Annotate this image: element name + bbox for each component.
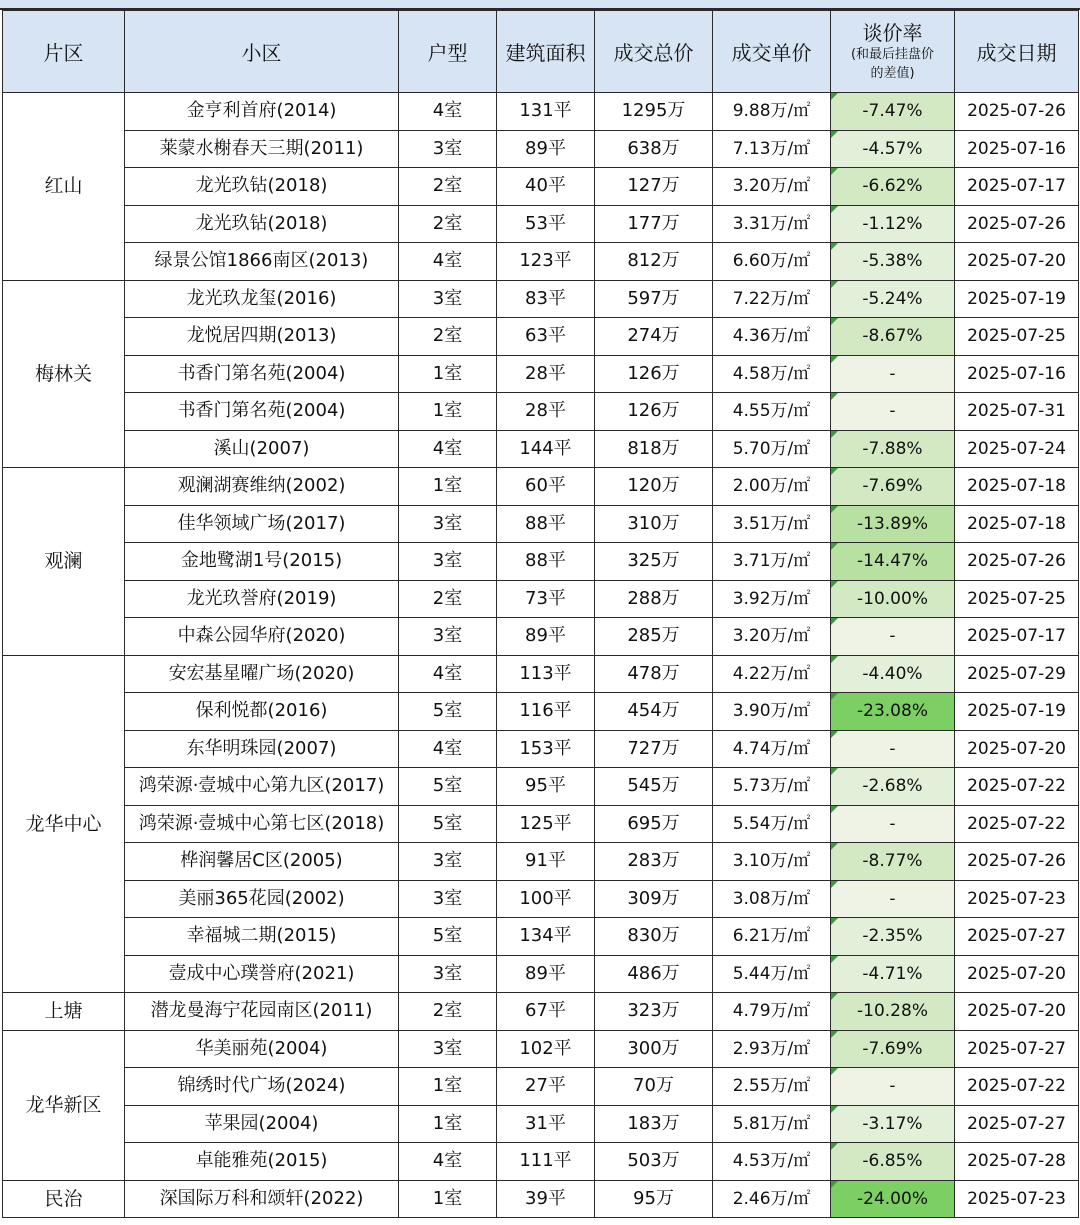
area-cell: 131平 <box>497 93 595 131</box>
unit-price-cell: 3.20万/㎡ <box>713 618 831 656</box>
area-cell: 123平 <box>497 243 595 281</box>
deal-date-cell: 2025-07-18 <box>955 468 1079 506</box>
table-row <box>3 205 1079 243</box>
discount-rate-cell: - <box>831 618 955 656</box>
discount-rate-note-line1: (和最后挂盘价 <box>850 46 935 62</box>
table-row <box>3 918 1079 956</box>
discount-rate-cell: -23.08% <box>831 693 955 731</box>
layout-cell: 5室 <box>399 768 497 806</box>
unit-price-cell: 4.22万/㎡ <box>713 655 831 693</box>
table-row <box>3 843 1079 881</box>
discount-rate-cell: -4.40% <box>831 655 955 693</box>
table-row <box>3 655 1079 693</box>
area-cell: 116平 <box>497 693 595 731</box>
col-header-total-price: 成交总价 <box>595 11 713 93</box>
district-cell: 龙华中心 <box>3 655 125 993</box>
layout-cell: 1室 <box>399 355 497 393</box>
layout-cell: 4室 <box>399 655 497 693</box>
unit-price-cell: 4.79万/㎡ <box>713 993 831 1031</box>
deal-date-cell: 2025-07-26 <box>955 93 1079 131</box>
total-price-cell: 126万 <box>595 355 713 393</box>
area-cell: 27平 <box>497 1068 595 1106</box>
deal-date-cell: 2025-07-27 <box>955 1105 1079 1143</box>
discount-rate-cell: -7.69% <box>831 1030 955 1068</box>
unit-price-cell: 2.93万/㎡ <box>713 1030 831 1068</box>
community-cell: 中森公园华府(2020) <box>125 618 399 656</box>
discount-rate-cell: -5.24% <box>831 280 955 318</box>
unit-price-cell: 4.55万/㎡ <box>713 393 831 431</box>
deal-date-cell: 2025-07-20 <box>955 955 1079 993</box>
table-row <box>3 505 1079 543</box>
community-cell: 桦润馨居C区(2005) <box>125 843 399 881</box>
community-cell: 金地鹭湖1号(2015) <box>125 543 399 581</box>
community-cell: 保利悦都(2016) <box>125 693 399 731</box>
unit-price-cell: 3.31万/㎡ <box>713 205 831 243</box>
area-cell: 63平 <box>497 318 595 356</box>
deal-date-cell: 2025-07-23 <box>955 1180 1079 1218</box>
table-row <box>3 430 1079 468</box>
total-price-cell: 727万 <box>595 730 713 768</box>
layout-cell: 4室 <box>399 93 497 131</box>
discount-rate-cell: -6.85% <box>831 1143 955 1181</box>
unit-price-cell: 4.53万/㎡ <box>713 1143 831 1181</box>
deal-date-cell: 2025-07-28 <box>955 1143 1079 1181</box>
layout-cell: 5室 <box>399 805 497 843</box>
layout-cell: 1室 <box>399 468 497 506</box>
table-body <box>3 93 1079 1218</box>
area-cell: 95平 <box>497 768 595 806</box>
area-cell: 113平 <box>497 655 595 693</box>
community-cell: 潜龙曼海宁花园南区(2011) <box>125 993 399 1031</box>
layout-cell: 2室 <box>399 205 497 243</box>
layout-cell: 3室 <box>399 1030 497 1068</box>
layout-cell: 4室 <box>399 730 497 768</box>
deal-date-cell: 2025-07-29 <box>955 655 1079 693</box>
unit-price-cell: 3.51万/㎡ <box>713 505 831 543</box>
col-header-discount-rate <box>831 11 955 93</box>
total-price-cell: 177万 <box>595 205 713 243</box>
total-price-cell: 285万 <box>595 618 713 656</box>
district-cell: 观澜 <box>3 468 125 656</box>
unit-price-cell: 5.70万/㎡ <box>713 430 831 468</box>
community-cell: 龙光玖龙玺(2016) <box>125 280 399 318</box>
unit-price-cell: 5.44万/㎡ <box>713 955 831 993</box>
area-cell: 39平 <box>497 1180 595 1218</box>
total-price-cell: 1295万 <box>595 93 713 131</box>
transactions-table <box>2 10 1079 1218</box>
discount-rate-cell: -2.68% <box>831 768 955 806</box>
area-cell: 28平 <box>497 393 595 431</box>
layout-cell: 2室 <box>399 580 497 618</box>
layout-cell: 3室 <box>399 280 497 318</box>
area-cell: 73平 <box>497 580 595 618</box>
community-cell: 壹成中心璞誉府(2021) <box>125 955 399 993</box>
community-cell: 安宏基星曜广场(2020) <box>125 655 399 693</box>
table-row <box>3 693 1079 731</box>
deal-date-cell: 2025-07-22 <box>955 805 1079 843</box>
deal-date-cell: 2025-07-22 <box>955 1068 1079 1106</box>
unit-price-cell: 5.73万/㎡ <box>713 768 831 806</box>
discount-rate-cell: -4.57% <box>831 130 955 168</box>
discount-rate-cell: -2.35% <box>831 918 955 956</box>
col-header-layout: 户型 <box>399 11 497 93</box>
layout-cell: 5室 <box>399 918 497 956</box>
area-cell: 88平 <box>497 543 595 581</box>
community-cell: 苹果园(2004) <box>125 1105 399 1143</box>
table-row <box>3 1143 1079 1181</box>
layout-cell: 1室 <box>399 393 497 431</box>
header-top-strip <box>0 0 1080 10</box>
area-cell: 53平 <box>497 205 595 243</box>
discount-rate-cell: - <box>831 805 955 843</box>
discount-rate-cell: - <box>831 880 955 918</box>
unit-price-cell: 3.20万/㎡ <box>713 168 831 206</box>
layout-cell: 1室 <box>399 1180 497 1218</box>
deal-date-cell: 2025-07-31 <box>955 393 1079 431</box>
area-cell: 83平 <box>497 280 595 318</box>
layout-cell: 3室 <box>399 880 497 918</box>
table-row <box>3 730 1079 768</box>
discount-rate-cell: -13.89% <box>831 505 955 543</box>
area-cell: 28平 <box>497 355 595 393</box>
community-cell: 金亨利首府(2014) <box>125 93 399 131</box>
deal-date-cell: 2025-07-20 <box>955 730 1079 768</box>
table-row <box>3 393 1079 431</box>
unit-price-cell: 3.10万/㎡ <box>713 843 831 881</box>
unit-price-cell: 4.74万/㎡ <box>713 730 831 768</box>
total-price-cell: 283万 <box>595 843 713 881</box>
header-row <box>3 11 1079 93</box>
unit-price-cell: 4.36万/㎡ <box>713 318 831 356</box>
discount-rate-cell: - <box>831 730 955 768</box>
deal-date-cell: 2025-07-26 <box>955 843 1079 881</box>
layout-cell: 4室 <box>399 243 497 281</box>
table-row <box>3 468 1079 506</box>
area-cell: 100平 <box>497 880 595 918</box>
deal-date-cell: 2025-07-17 <box>955 618 1079 656</box>
deal-date-cell: 2025-07-26 <box>955 205 1079 243</box>
deal-date-cell: 2025-07-16 <box>955 130 1079 168</box>
unit-price-cell: 7.13万/㎡ <box>713 130 831 168</box>
unit-price-cell: 2.46万/㎡ <box>713 1180 831 1218</box>
unit-price-cell: 2.00万/㎡ <box>713 468 831 506</box>
discount-rate-cell: -8.77% <box>831 843 955 881</box>
district-cell: 民治 <box>3 1180 125 1218</box>
unit-price-cell: 4.58万/㎡ <box>713 355 831 393</box>
table-row <box>3 543 1079 581</box>
area-cell: 153平 <box>497 730 595 768</box>
table-row <box>3 805 1079 843</box>
total-price-cell: 310万 <box>595 505 713 543</box>
unit-price-cell: 9.88万/㎡ <box>713 93 831 131</box>
discount-rate-cell: -7.88% <box>831 430 955 468</box>
total-price-cell: 183万 <box>595 1105 713 1143</box>
col-header-community: 小区 <box>125 11 399 93</box>
deal-date-cell: 2025-07-20 <box>955 243 1079 281</box>
community-cell: 龙光玖钻(2018) <box>125 205 399 243</box>
community-cell: 华美丽苑(2004) <box>125 1030 399 1068</box>
discount-rate-cell: -3.17% <box>831 1105 955 1143</box>
unit-price-cell: 6.60万/㎡ <box>713 243 831 281</box>
table-row <box>3 1105 1079 1143</box>
district-cell: 红山 <box>3 93 125 281</box>
total-price-cell: 95万 <box>595 1180 713 1218</box>
total-price-cell: 288万 <box>595 580 713 618</box>
table-row <box>3 768 1079 806</box>
unit-price-cell: 2.55万/㎡ <box>713 1068 831 1106</box>
total-price-cell: 695万 <box>595 805 713 843</box>
layout-cell: 4室 <box>399 430 497 468</box>
total-price-cell: 70万 <box>595 1068 713 1106</box>
layout-cell: 2室 <box>399 993 497 1031</box>
community-cell: 龙悦居四期(2013) <box>125 318 399 356</box>
total-price-cell: 597万 <box>595 280 713 318</box>
deal-date-cell: 2025-07-24 <box>955 430 1079 468</box>
total-price-cell: 486万 <box>595 955 713 993</box>
unit-price-cell: 3.71万/㎡ <box>713 543 831 581</box>
col-header-district: 片区 <box>3 11 125 93</box>
layout-cell: 2室 <box>399 168 497 206</box>
discount-rate-title: 谈价率 <box>862 20 923 45</box>
total-price-cell: 478万 <box>595 655 713 693</box>
community-cell: 鸿荣源·壹城中心第七区(2018) <box>125 805 399 843</box>
total-price-cell: 545万 <box>595 768 713 806</box>
area-cell: 67平 <box>497 993 595 1031</box>
deal-date-cell: 2025-07-22 <box>955 768 1079 806</box>
district-cell: 龙华新区 <box>3 1030 125 1180</box>
discount-rate-cell: -5.38% <box>831 243 955 281</box>
area-cell: 125平 <box>497 805 595 843</box>
community-cell: 绿景公馆1866南区(2013) <box>125 243 399 281</box>
deal-date-cell: 2025-07-25 <box>955 580 1079 618</box>
community-cell: 莱蒙水榭春天三期(2011) <box>125 130 399 168</box>
layout-cell: 3室 <box>399 618 497 656</box>
total-price-cell: 812万 <box>595 243 713 281</box>
district-cell: 上塘 <box>3 993 125 1031</box>
layout-cell: 5室 <box>399 693 497 731</box>
discount-rate-cell: -10.00% <box>831 580 955 618</box>
unit-price-cell: 5.81万/㎡ <box>713 1105 831 1143</box>
total-price-cell: 454万 <box>595 693 713 731</box>
community-cell: 龙光玖誉府(2019) <box>125 580 399 618</box>
area-cell: 40平 <box>497 168 595 206</box>
unit-price-cell: 3.90万/㎡ <box>713 693 831 731</box>
layout-cell: 2室 <box>399 318 497 356</box>
layout-cell: 3室 <box>399 543 497 581</box>
col-header-area: 建筑面积 <box>497 11 595 93</box>
deal-date-cell: 2025-07-27 <box>955 918 1079 956</box>
community-cell: 鸿荣源·壹城中心第九区(2017) <box>125 768 399 806</box>
community-cell: 佳华领域广场(2017) <box>125 505 399 543</box>
total-price-cell: 309万 <box>595 880 713 918</box>
table-row <box>3 1030 1079 1068</box>
unit-price-cell: 3.08万/㎡ <box>713 880 831 918</box>
table-row <box>3 618 1079 656</box>
area-cell: 89平 <box>497 618 595 656</box>
layout-cell: 3室 <box>399 505 497 543</box>
area-cell: 144平 <box>497 430 595 468</box>
community-cell: 书香门第名苑(2004) <box>125 393 399 431</box>
deal-date-cell: 2025-07-23 <box>955 880 1079 918</box>
deal-date-cell: 2025-07-17 <box>955 168 1079 206</box>
discount-rate-cell: -14.47% <box>831 543 955 581</box>
layout-cell: 3室 <box>399 955 497 993</box>
discount-rate-cell: -24.00% <box>831 1180 955 1218</box>
table-row <box>3 130 1079 168</box>
total-price-cell: 638万 <box>595 130 713 168</box>
area-cell: 89平 <box>497 955 595 993</box>
unit-price-cell: 6.21万/㎡ <box>713 918 831 956</box>
discount-rate-cell: -7.47% <box>831 93 955 131</box>
area-cell: 91平 <box>497 843 595 881</box>
table-row <box>3 1180 1079 1218</box>
table-row <box>3 280 1079 318</box>
unit-price-cell: 3.92万/㎡ <box>713 580 831 618</box>
community-cell: 深国际万科和颂轩(2022) <box>125 1180 399 1218</box>
layout-cell: 3室 <box>399 843 497 881</box>
discount-rate-note-line2: 的差值) <box>870 65 915 81</box>
community-cell: 幸福城二期(2015) <box>125 918 399 956</box>
table-row <box>3 168 1079 206</box>
unit-price-cell: 5.54万/㎡ <box>713 805 831 843</box>
district-cell: 梅林关 <box>3 280 125 468</box>
table-row <box>3 880 1079 918</box>
discount-rate-cell: -6.62% <box>831 168 955 206</box>
community-cell: 书香门第名苑(2004) <box>125 355 399 393</box>
total-price-cell: 300万 <box>595 1030 713 1068</box>
area-cell: 88平 <box>497 505 595 543</box>
discount-rate-cell: -7.69% <box>831 468 955 506</box>
unit-price-cell: 7.22万/㎡ <box>713 280 831 318</box>
community-cell: 锦绣时代广场(2024) <box>125 1068 399 1106</box>
deal-date-cell: 2025-07-18 <box>955 505 1079 543</box>
discount-rate-cell: -4.71% <box>831 955 955 993</box>
col-header-date: 成交日期 <box>955 11 1079 93</box>
discount-rate-cell: -8.67% <box>831 318 955 356</box>
community-cell: 溪山(2007) <box>125 430 399 468</box>
total-price-cell: 127万 <box>595 168 713 206</box>
area-cell: 102平 <box>497 1030 595 1068</box>
community-cell: 观澜湖赛维纳(2002) <box>125 468 399 506</box>
total-price-cell: 323万 <box>595 993 713 1031</box>
total-price-cell: 830万 <box>595 918 713 956</box>
community-cell: 美丽365花园(2002) <box>125 880 399 918</box>
total-price-cell: 274万 <box>595 318 713 356</box>
col-header-unit-price: 成交单价 <box>713 11 831 93</box>
table-row <box>3 93 1079 131</box>
community-cell: 卓能雅苑(2015) <box>125 1143 399 1181</box>
discount-rate-cell: -1.12% <box>831 205 955 243</box>
deal-date-cell: 2025-07-26 <box>955 543 1079 581</box>
layout-cell: 1室 <box>399 1105 497 1143</box>
deal-date-cell: 2025-07-25 <box>955 318 1079 356</box>
area-cell: 60平 <box>497 468 595 506</box>
community-cell: 东华明珠园(2007) <box>125 730 399 768</box>
table-row <box>3 993 1079 1031</box>
total-price-cell: 120万 <box>595 468 713 506</box>
discount-rate-cell: - <box>831 355 955 393</box>
discount-rate-cell: - <box>831 393 955 431</box>
deal-date-cell: 2025-07-16 <box>955 355 1079 393</box>
area-cell: 111平 <box>497 1143 595 1181</box>
community-cell: 龙光玖钻(2018) <box>125 168 399 206</box>
deal-date-cell: 2025-07-19 <box>955 693 1079 731</box>
layout-cell: 4室 <box>399 1143 497 1181</box>
total-price-cell: 126万 <box>595 393 713 431</box>
discount-rate-cell: -10.28% <box>831 993 955 1031</box>
table-row <box>3 318 1079 356</box>
deal-date-cell: 2025-07-27 <box>955 1030 1079 1068</box>
total-price-cell: 818万 <box>595 430 713 468</box>
layout-cell: 1室 <box>399 1068 497 1106</box>
table-row <box>3 243 1079 281</box>
discount-rate-cell: - <box>831 1068 955 1106</box>
total-price-cell: 325万 <box>595 543 713 581</box>
total-price-cell: 503万 <box>595 1143 713 1181</box>
layout-cell: 3室 <box>399 130 497 168</box>
table-row <box>3 355 1079 393</box>
table-row <box>3 955 1079 993</box>
area-cell: 31平 <box>497 1105 595 1143</box>
table-row <box>3 580 1079 618</box>
deal-date-cell: 2025-07-19 <box>955 280 1079 318</box>
deal-date-cell: 2025-07-20 <box>955 993 1079 1031</box>
area-cell: 89平 <box>497 130 595 168</box>
area-cell: 134平 <box>497 918 595 956</box>
table-row <box>3 1068 1079 1106</box>
